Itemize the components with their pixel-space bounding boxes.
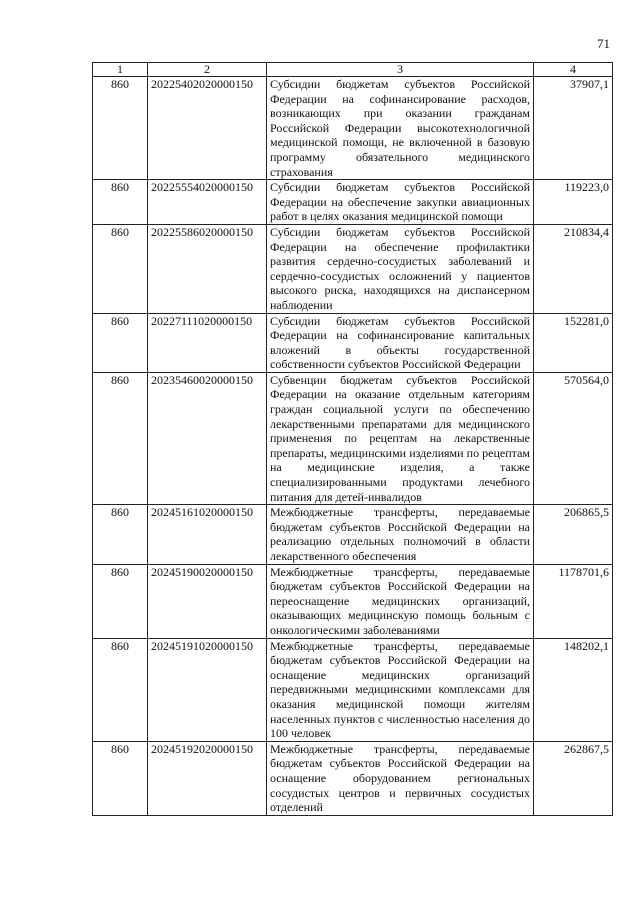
budget-code-cell: 20235460020000150 [148,372,267,504]
amount-cell: 119223,0 [534,180,613,225]
budget-code-cell: 20245161020000150 [148,505,267,564]
table-row [93,638,613,741]
table-row [93,313,613,372]
amount-cell: 210834,4 [534,224,613,313]
column-header-1: 1 [93,63,148,77]
table-row [93,741,613,815]
admin-code-cell: 860 [93,313,148,372]
column-header-3: 3 [267,63,534,77]
admin-code-cell: 860 [93,372,148,504]
amount-cell: 206865,5 [534,505,613,564]
budget-code-cell: 20225554020000150 [148,180,267,225]
table-row [93,224,613,313]
admin-code-cell: 860 [93,224,148,313]
table-row [93,564,613,638]
budget-code-cell: 20245191020000150 [148,638,267,741]
column-header-4: 4 [534,63,613,77]
budget-code-cell: 20227111020000150 [148,313,267,372]
budget-code-cell: 20225586020000150 [148,224,267,313]
description-cell: Межбюджетные трансферты, передаваемые бюджетам субъектов Российской Федерации на оснащение медицинских организаций передвижными медицинскими комплексами для оказания медицинской помощи жителям населенных пунктов с численностью населения до 100 человек [267,638,534,741]
amount-cell: 37907,1 [534,77,613,180]
amount-cell: 570564,0 [534,372,613,504]
description-cell: Субсидии бюджетам субъектов Российской Федерации на обеспечение закупки авиационных работ в целях оказания медицинской помощи [267,180,534,225]
description-cell: Субсидии бюджетам субъектов Российской Федерации на обеспечение профилактики развития сердечно-сосудистых заболеваний и сердечно-сосудистых осложнений у пациентов высокого риска, находящихся на диспансерном наблюдении [267,224,534,313]
description-cell: Межбюджетные трансферты, передаваемые бюджетам субъектов Российской Федерации на оснащение оборудованием региональных сосудистых центров и первичных сосудистых отделений [267,741,534,815]
table-row [93,180,613,225]
description-cell: Субсидии бюджетам субъектов Российской Федерации на софинансирование расходов, возникающих при оказании гражданам Российской Федерации высокотехнологичной медицинской помощи, не включенной в базовую программу обязательного медицинского страхования [267,77,534,180]
admin-code-cell: 860 [93,505,148,564]
amount-cell: 262867,5 [534,741,613,815]
budget-code-cell: 20245190020000150 [148,564,267,638]
budget-code-cell: 20225402020000150 [148,77,267,180]
admin-code-cell: 860 [93,77,148,180]
budget-table [92,62,613,816]
admin-code-cell: 860 [93,564,148,638]
table-row [93,77,613,180]
description-cell: Межбюджетные трансферты, передаваемые бюджетам субъектов Российской Федерации на реализацию отдельных полномочий в области лекарственного обеспечения [267,505,534,564]
table-header-row [93,63,613,77]
amount-cell: 152281,0 [534,313,613,372]
column-header-2: 2 [148,63,267,77]
table-row [93,505,613,564]
description-cell: Субсидии бюджетам субъектов Российской Федерации на софинансирование капитальных вложений в объекты государственной собственности субъектов Российской Федерации [267,313,534,372]
amount-cell: 148202,1 [534,638,613,741]
budget-code-cell: 20245192020000150 [148,741,267,815]
admin-code-cell: 860 [93,638,148,741]
table-row [93,372,613,504]
description-cell: Субвенции бюджетам субъектов Российской Федерации на оказание отдельным категориям граждан социальной услуги по обеспечению лекарственными препаратами для медицинского применения по рецептам на лекарственные препараты, медицинскими изделиями по рецептам на медицинские изделия, а также специализированными продуктами лечебного питания для детей-инвалидов [267,372,534,504]
description-cell: Межбюджетные трансферты, передаваемые бюджетам субъектов Российской Федерации на переоснащение медицинских организаций, оказывающих медицинскую помощь больным с онкологическими заболеваниями [267,564,534,638]
page-number: 71 [597,36,610,51]
admin-code-cell: 860 [93,180,148,225]
admin-code-cell: 860 [93,741,148,815]
amount-cell: 1178701,6 [534,564,613,638]
